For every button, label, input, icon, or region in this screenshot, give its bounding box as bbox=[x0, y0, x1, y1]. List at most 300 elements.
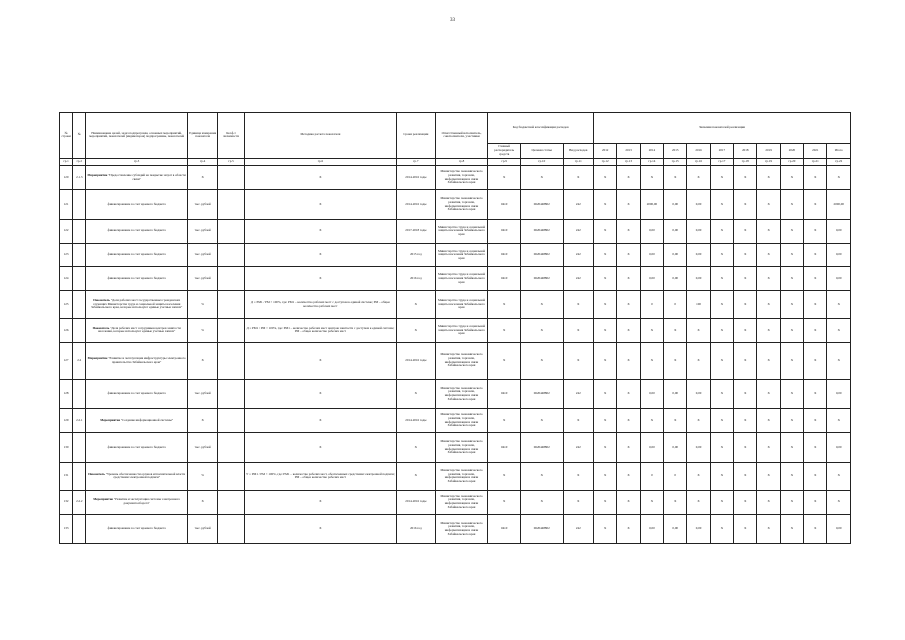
grbs-cell: 0410 bbox=[488, 514, 520, 544]
year-value-cell: 0,00 bbox=[640, 514, 663, 544]
unit-cell: тыс. рублей bbox=[187, 379, 217, 409]
grbs-cell: Х bbox=[488, 409, 520, 433]
method-cell: Х bbox=[244, 267, 396, 291]
coefficient-cell bbox=[218, 342, 244, 379]
csr-cell: 0620448802 bbox=[520, 243, 563, 267]
year-value-cell: Х bbox=[617, 433, 640, 463]
year-value-cell: 0,00 bbox=[664, 190, 687, 220]
year-value-cell: Х bbox=[594, 319, 617, 343]
year-value-cell: Х bbox=[734, 409, 757, 433]
csr-cell: Х bbox=[520, 166, 563, 190]
year-value-cell: Х bbox=[804, 490, 827, 514]
column-number: гр.8 bbox=[435, 158, 488, 166]
item-name-cell bbox=[86, 490, 188, 514]
year-value-cell: 0,00 bbox=[664, 219, 687, 243]
year-value-cell: Х bbox=[687, 166, 710, 190]
period-cell: Х bbox=[397, 433, 436, 463]
coefficient-cell bbox=[218, 190, 244, 220]
table-row bbox=[60, 219, 851, 243]
header-executor: Ответственный исполнитель, соисполнители, участники bbox=[435, 113, 488, 159]
item-type-label: Мероприятие bbox=[87, 173, 108, 178]
year-value-cell: Х bbox=[710, 462, 733, 490]
year-value-cell: Х bbox=[734, 267, 757, 291]
year-value-cell: Х bbox=[734, 490, 757, 514]
vr-cell: Х bbox=[563, 409, 593, 433]
vr-cell: 242 bbox=[563, 219, 593, 243]
column-number: гр.18 bbox=[734, 158, 757, 166]
unit-cell: % bbox=[187, 462, 217, 490]
vr-cell: 242 bbox=[563, 379, 593, 409]
year-value-cell: Х bbox=[804, 379, 827, 409]
year-value-cell: Х bbox=[710, 219, 733, 243]
period-cell: Х bbox=[397, 291, 436, 319]
header-kbk-group: Код бюджетной классификации расходов bbox=[488, 113, 594, 144]
year-value-cell: 0,00 bbox=[664, 379, 687, 409]
unit-cell: Х bbox=[187, 342, 217, 379]
row-number-cell: 124 bbox=[60, 267, 73, 291]
method-cell: Х bbox=[244, 379, 396, 409]
vr-cell: Х bbox=[563, 462, 593, 490]
period-cell: 2014-2016 годы bbox=[397, 166, 436, 190]
unit-cell: тыс. рублей bbox=[187, 219, 217, 243]
item-name-text: финансирование за счет краевого бюджета bbox=[107, 391, 166, 396]
column-number: гр.16 bbox=[687, 158, 710, 166]
year-value-cell: Х bbox=[757, 190, 780, 220]
header-year: 2013 bbox=[617, 143, 640, 158]
table-row bbox=[60, 267, 851, 291]
vr-cell: 242 bbox=[563, 243, 593, 267]
executor-cell: Министерство труда и социальной защиты населения Забайкальского края bbox=[435, 319, 488, 343]
item-name-cell bbox=[86, 319, 188, 343]
total-cell: Х bbox=[827, 319, 851, 343]
year-value-cell: Х bbox=[757, 490, 780, 514]
item-type-label: Мероприятие bbox=[87, 356, 108, 361]
grbs-cell: 0410 bbox=[488, 219, 520, 243]
year-value-cell: Х bbox=[734, 462, 757, 490]
period-cell: 2014-2016 годы bbox=[397, 490, 436, 514]
row-number-cell: 129 bbox=[60, 409, 73, 433]
year-value-cell: Х bbox=[687, 490, 710, 514]
method-cell: Д = РМ1 / РМ × 100%, где: РМ1 – количество рабочих мест с доступом к единой системе; РМ – общее количество рабочих мест bbox=[244, 291, 396, 319]
year-value-cell: Х bbox=[757, 514, 780, 544]
row-number-cell: 127 bbox=[60, 342, 73, 379]
vr-cell: Х bbox=[563, 166, 593, 190]
period-cell: 2016 год bbox=[397, 267, 436, 291]
year-value-cell: Х bbox=[617, 490, 640, 514]
unit-cell: % bbox=[187, 291, 217, 319]
year-value-cell: Х bbox=[780, 219, 803, 243]
year-value-cell: 0,00 bbox=[687, 433, 710, 463]
year-value-cell: Х bbox=[780, 291, 803, 319]
year-value-cell: Х bbox=[617, 379, 640, 409]
header-year: 2019 bbox=[757, 143, 780, 158]
year-value-cell: 0,00 bbox=[640, 379, 663, 409]
csr-cell: 0620448802 bbox=[520, 219, 563, 243]
year-value-cell: Х bbox=[617, 409, 640, 433]
table-row bbox=[60, 166, 851, 190]
year-value-cell: Х bbox=[617, 342, 640, 379]
unit-cell: тыс. рублей bbox=[187, 267, 217, 291]
column-number: гр.13 bbox=[617, 158, 640, 166]
header-year: 2021 bbox=[804, 143, 827, 158]
header-period: Сроки реализации bbox=[397, 113, 436, 159]
year-value-cell: Х bbox=[757, 342, 780, 379]
year-value-cell: Х bbox=[757, 409, 780, 433]
year-value-cell: 0,00 bbox=[640, 433, 663, 463]
item-number-cell: 2.2.2 bbox=[73, 490, 86, 514]
item-type-label: Показатель bbox=[92, 325, 110, 330]
item-number-cell: 2.1.3 bbox=[73, 166, 86, 190]
year-value-cell: Х bbox=[757, 379, 780, 409]
year-value-cell: 0,00 bbox=[664, 514, 687, 544]
header-year: 2016 bbox=[687, 143, 710, 158]
year-value-cell: Х bbox=[594, 490, 617, 514]
total-cell: Х bbox=[827, 409, 851, 433]
total-cell: 0,00 bbox=[827, 267, 851, 291]
csr-cell: 0620448802 bbox=[520, 379, 563, 409]
year-value-cell: Х bbox=[594, 291, 617, 319]
grbs-cell: Х bbox=[488, 342, 520, 379]
header-year: 2020 bbox=[780, 143, 803, 158]
header-vr: Вид расходов bbox=[563, 143, 593, 158]
row-number-cell: 126 bbox=[60, 319, 73, 343]
year-value-cell: Х bbox=[757, 267, 780, 291]
header-name: Наименование целей, задач подпрограмм, основных мероприятий, мероприятий, показателей (индикаторов) подпрограммы, показателей bbox=[86, 113, 188, 159]
row-number-cell: 132 bbox=[60, 490, 73, 514]
item-name-text: "Развитие и эксплуатация инфраструктуры электронного правительства Забайкальского края" bbox=[107, 356, 186, 364]
year-value-cell: Х bbox=[757, 166, 780, 190]
csr-cell: Х bbox=[520, 342, 563, 379]
year-value-cell: Х bbox=[687, 319, 710, 343]
table-row bbox=[60, 190, 851, 220]
column-number: гр.10 bbox=[520, 158, 563, 166]
csr-cell: Х bbox=[520, 462, 563, 490]
period-cell: 2014-2016 годы bbox=[397, 190, 436, 220]
total-cell: Х bbox=[827, 342, 851, 379]
year-value-cell: Х bbox=[710, 243, 733, 267]
header-unit: Единица измерения показателя bbox=[187, 113, 217, 159]
item-name-text: финансирование за счет краевого бюджета bbox=[107, 444, 166, 449]
year-value-cell: Х bbox=[617, 267, 640, 291]
year-value-cell: Х bbox=[640, 409, 663, 433]
period-cell: 2017-2018 годы bbox=[397, 219, 436, 243]
coefficient-cell bbox=[218, 267, 244, 291]
item-name-cell bbox=[86, 243, 188, 267]
item-name-cell bbox=[86, 433, 188, 463]
column-number: гр.1 bbox=[60, 158, 73, 166]
year-value-cell: Х bbox=[710, 433, 733, 463]
year-value-cell: Х bbox=[757, 291, 780, 319]
year-value-cell: Х bbox=[804, 514, 827, 544]
item-name-cell bbox=[86, 514, 188, 544]
grbs-cell: 0410 bbox=[488, 379, 520, 409]
csr-cell: Х bbox=[520, 409, 563, 433]
year-value-cell: 0,00 bbox=[687, 379, 710, 409]
item-name-cell bbox=[86, 190, 188, 220]
item-number-cell bbox=[73, 514, 86, 544]
year-value-cell: 0,00 bbox=[687, 243, 710, 267]
header-year: 2015 bbox=[664, 143, 687, 158]
column-number: гр.21 bbox=[804, 158, 827, 166]
year-value-cell: Х bbox=[710, 291, 733, 319]
row-number-cell: 128 bbox=[60, 379, 73, 409]
grbs-cell: Х bbox=[488, 490, 520, 514]
item-name-cell bbox=[86, 219, 188, 243]
year-value-cell: Х bbox=[594, 219, 617, 243]
item-number-cell bbox=[73, 319, 86, 343]
header-year: 2014 bbox=[640, 143, 663, 158]
row-number-cell: 123 bbox=[60, 243, 73, 267]
unit-cell: тыс. рублей bbox=[187, 433, 217, 463]
year-value-cell: Х bbox=[664, 319, 687, 343]
total-cell: 0,00 bbox=[827, 433, 851, 463]
grbs-cell: Х bbox=[488, 319, 520, 343]
total-cell: 0,00 bbox=[827, 243, 851, 267]
year-value-cell: 0,00 bbox=[687, 190, 710, 220]
executor-cell: Министерство труда и социальной защиты населения Забайкальского края bbox=[435, 219, 488, 243]
item-name-cell bbox=[86, 291, 188, 319]
year-value-cell: Х bbox=[734, 243, 757, 267]
year-value-cell: Х bbox=[617, 166, 640, 190]
item-name-cell bbox=[86, 409, 188, 433]
year-value-cell: Х bbox=[710, 490, 733, 514]
coefficient-cell bbox=[218, 379, 244, 409]
total-cell: Х bbox=[827, 166, 851, 190]
year-value-cell: Х bbox=[594, 166, 617, 190]
row-number-cell: 133 bbox=[60, 514, 73, 544]
year-value-cell: Х bbox=[804, 219, 827, 243]
period-cell: 2016 год bbox=[397, 514, 436, 544]
year-value-cell: 0,00 bbox=[664, 267, 687, 291]
page-number: 33 bbox=[450, 18, 455, 23]
year-value-cell: Х bbox=[804, 243, 827, 267]
table-row bbox=[60, 342, 851, 379]
total-cell: 0,00 bbox=[827, 219, 851, 243]
year-value-cell: 0,00 bbox=[640, 219, 663, 243]
vr-cell: Х bbox=[563, 342, 593, 379]
table-row bbox=[60, 409, 851, 433]
csr-cell: 0620448802 bbox=[520, 190, 563, 220]
year-value-cell: Х bbox=[804, 342, 827, 379]
executor-cell: Министерство труда и социальной защиты населения Забайкальского края bbox=[435, 243, 488, 267]
period-cell: Х bbox=[397, 319, 436, 343]
year-value-cell: Х bbox=[734, 514, 757, 544]
year-value-cell: Х bbox=[640, 490, 663, 514]
coefficient-cell bbox=[218, 166, 244, 190]
year-value-cell: Х bbox=[757, 219, 780, 243]
year-value-cell: Х bbox=[617, 319, 640, 343]
csr-cell: Х bbox=[520, 319, 563, 343]
year-value-cell: Х bbox=[780, 514, 803, 544]
year-value-cell: 0,00 bbox=[640, 267, 663, 291]
year-value-cell: Х bbox=[617, 243, 640, 267]
coefficient-cell bbox=[218, 490, 244, 514]
csr-cell: 0620448802 bbox=[520, 433, 563, 463]
year-value-cell: 0 bbox=[664, 462, 687, 490]
year-value-cell: Х bbox=[687, 462, 710, 490]
year-value-cell: Х bbox=[734, 291, 757, 319]
year-value-cell: Х bbox=[594, 342, 617, 379]
period-cell: Х bbox=[397, 379, 436, 409]
unit-cell: Х bbox=[187, 166, 217, 190]
year-value-cell: Х bbox=[780, 243, 803, 267]
year-value-cell: Х bbox=[780, 409, 803, 433]
executor-cell: Министерство труда и социальной защиты населения Забайкальского края bbox=[435, 267, 488, 291]
column-number: гр.20 bbox=[780, 158, 803, 166]
year-value-cell: Х bbox=[780, 342, 803, 379]
year-value-cell: 0,00 bbox=[664, 433, 687, 463]
item-name-cell bbox=[86, 166, 188, 190]
executor-cell: Министерство экономического развития, торговли, информатизации и связи Забайкальского края bbox=[435, 166, 488, 190]
year-value-cell: Х bbox=[734, 433, 757, 463]
year-value-cell: Х bbox=[780, 379, 803, 409]
column-number: гр.22 bbox=[827, 158, 851, 166]
vr-cell: 242 bbox=[563, 433, 593, 463]
table-header bbox=[60, 113, 851, 166]
year-value-cell: Х bbox=[617, 190, 640, 220]
method-cell: У = РМ1 / РМ × 100%, где: РМ1 – количество рабочих мест, обеспеченных средствами электронной подписи; РМ – общее количество рабочих мест bbox=[244, 462, 396, 490]
item-name-cell bbox=[86, 342, 188, 379]
table-row bbox=[60, 462, 851, 490]
year-value-cell: Х bbox=[710, 514, 733, 544]
grbs-cell: 0410 bbox=[488, 190, 520, 220]
header-csr: Целевая статья bbox=[520, 143, 563, 158]
grbs-cell: 0410 bbox=[488, 267, 520, 291]
column-number: гр.3 bbox=[86, 158, 188, 166]
header-year: 2018 bbox=[734, 143, 757, 158]
item-name-text: "Развитие и эксплуатация системы электронного документооборота" bbox=[112, 497, 181, 506]
year-value-cell: Х bbox=[757, 462, 780, 490]
year-value-cell: Х bbox=[710, 342, 733, 379]
vr-cell: 242 bbox=[563, 190, 593, 220]
column-number: гр.4 bbox=[187, 158, 217, 166]
year-value-cell: Х bbox=[734, 319, 757, 343]
unit-cell: тыс. рублей bbox=[187, 190, 217, 220]
vr-cell: 242 bbox=[563, 514, 593, 544]
total-cell: Х bbox=[827, 291, 851, 319]
item-number-cell: 2.2 bbox=[73, 342, 86, 379]
item-type-label: Показатель bbox=[88, 471, 105, 476]
year-value-cell: Х bbox=[804, 319, 827, 343]
coefficient-cell bbox=[218, 319, 244, 343]
coefficient-cell bbox=[218, 243, 244, 267]
total-cell: 2000,00 bbox=[827, 190, 851, 220]
year-value-cell: Х bbox=[594, 190, 617, 220]
grbs-cell: 0410 bbox=[488, 243, 520, 267]
year-value-cell: 2000,00 bbox=[640, 190, 663, 220]
table-body bbox=[60, 166, 851, 544]
item-name-text: финансирование за счет краевого бюджета bbox=[107, 276, 166, 281]
item-number-cell bbox=[73, 379, 86, 409]
year-value-cell: Х bbox=[804, 291, 827, 319]
coefficient-cell bbox=[218, 291, 244, 319]
year-value-cell: Х bbox=[640, 319, 663, 343]
header-year: 2017 bbox=[710, 143, 733, 158]
item-name-text: "Создание информационной системы" bbox=[120, 417, 174, 422]
item-name-text: финансирование за счет краевого бюджета bbox=[107, 526, 166, 531]
unit-cell: тыс. рублей bbox=[187, 514, 217, 544]
item-name-text: финансирование за счет краевого бюджета bbox=[107, 201, 166, 206]
item-number-cell bbox=[73, 190, 86, 220]
method-cell: Х bbox=[244, 190, 396, 220]
item-number-cell: 2.2.1 bbox=[73, 409, 86, 433]
period-cell: 2015 год bbox=[397, 243, 436, 267]
year-value-cell: Х bbox=[640, 166, 663, 190]
row-number-cell: 131 bbox=[60, 462, 73, 490]
executor-cell: Министерство экономического развития, торговли, информатизации и связи Забайкальского края bbox=[435, 379, 488, 409]
year-value-cell: Х bbox=[780, 190, 803, 220]
year-value-cell: Х bbox=[594, 462, 617, 490]
total-cell: Х bbox=[827, 490, 851, 514]
header-method: Методика расчета показателя bbox=[244, 113, 396, 159]
item-name-cell bbox=[86, 267, 188, 291]
year-value-cell: Х bbox=[664, 342, 687, 379]
year-value-cell: Х bbox=[780, 433, 803, 463]
column-number: гр.14 bbox=[640, 158, 663, 166]
coefficient-cell bbox=[218, 433, 244, 463]
year-value-cell: Х bbox=[804, 166, 827, 190]
item-number-cell bbox=[73, 243, 86, 267]
method-cell: Д = РМ1 / РМ × 100%, где: РМ1 – количество рабочих мест центров занятости с доступом к единой системе; РМ – общее количество рабочих мест bbox=[244, 319, 396, 343]
year-value-cell: Х bbox=[594, 243, 617, 267]
year-value-cell: Х bbox=[594, 433, 617, 463]
year-value-cell: Х bbox=[710, 190, 733, 220]
method-cell: Х bbox=[244, 409, 396, 433]
year-value-cell: Х bbox=[664, 409, 687, 433]
executor-cell: Министерство экономического развития, торговли, информатизации и связи Забайкальского края bbox=[435, 409, 488, 433]
coefficient-cell bbox=[218, 462, 244, 490]
method-cell: Х bbox=[244, 433, 396, 463]
period-cell: Х bbox=[397, 462, 436, 490]
header-year: 2012 bbox=[594, 143, 617, 158]
period-cell: 2014-2016 годы bbox=[397, 342, 436, 379]
executor-cell: Министерство экономического развития, торговли, информатизации и связи Забайкальского края bbox=[435, 342, 488, 379]
total-cell: 0,00 bbox=[827, 514, 851, 544]
item-type-label: Мероприятие bbox=[100, 417, 120, 422]
item-name-text: "Предоставление субсидий на покрытие затрат в области связи" bbox=[107, 173, 186, 181]
year-value-cell: 0,00 bbox=[687, 514, 710, 544]
executor-cell: Министерство экономического развития, торговли, информатизации и связи Забайкальского края bbox=[435, 462, 488, 490]
year-value-cell: Х bbox=[780, 490, 803, 514]
row-number-cell: 122 bbox=[60, 219, 73, 243]
year-value-cell: Х bbox=[617, 219, 640, 243]
total-cell: Х bbox=[827, 462, 851, 490]
year-value-cell: Х bbox=[710, 319, 733, 343]
item-number-cell bbox=[73, 219, 86, 243]
year-value-cell: 0,00 bbox=[664, 243, 687, 267]
year-value-cell: Х bbox=[804, 462, 827, 490]
executor-cell: Министерство экономического развития, торговли, информатизации и связи Забайкальского края bbox=[435, 190, 488, 220]
csr-cell: 0620448802 bbox=[520, 514, 563, 544]
column-number: гр.7 bbox=[397, 158, 436, 166]
method-cell: Х bbox=[244, 243, 396, 267]
total-cell: 0,00 bbox=[827, 379, 851, 409]
method-cell: Х bbox=[244, 342, 396, 379]
coefficient-cell bbox=[218, 514, 244, 544]
year-value-cell: Х bbox=[734, 219, 757, 243]
year-value-cell: 100 bbox=[687, 291, 710, 319]
year-value-cell: 0,00 bbox=[687, 267, 710, 291]
year-value-cell: 0 bbox=[640, 291, 663, 319]
year-value-cell: Х bbox=[687, 409, 710, 433]
table-row bbox=[60, 379, 851, 409]
year-value-cell: Х bbox=[664, 166, 687, 190]
method-cell: Х bbox=[244, 166, 396, 190]
year-value-cell: Х bbox=[594, 409, 617, 433]
vr-cell: Х bbox=[563, 319, 593, 343]
year-value-cell: Х bbox=[594, 267, 617, 291]
item-number-cell bbox=[73, 291, 86, 319]
